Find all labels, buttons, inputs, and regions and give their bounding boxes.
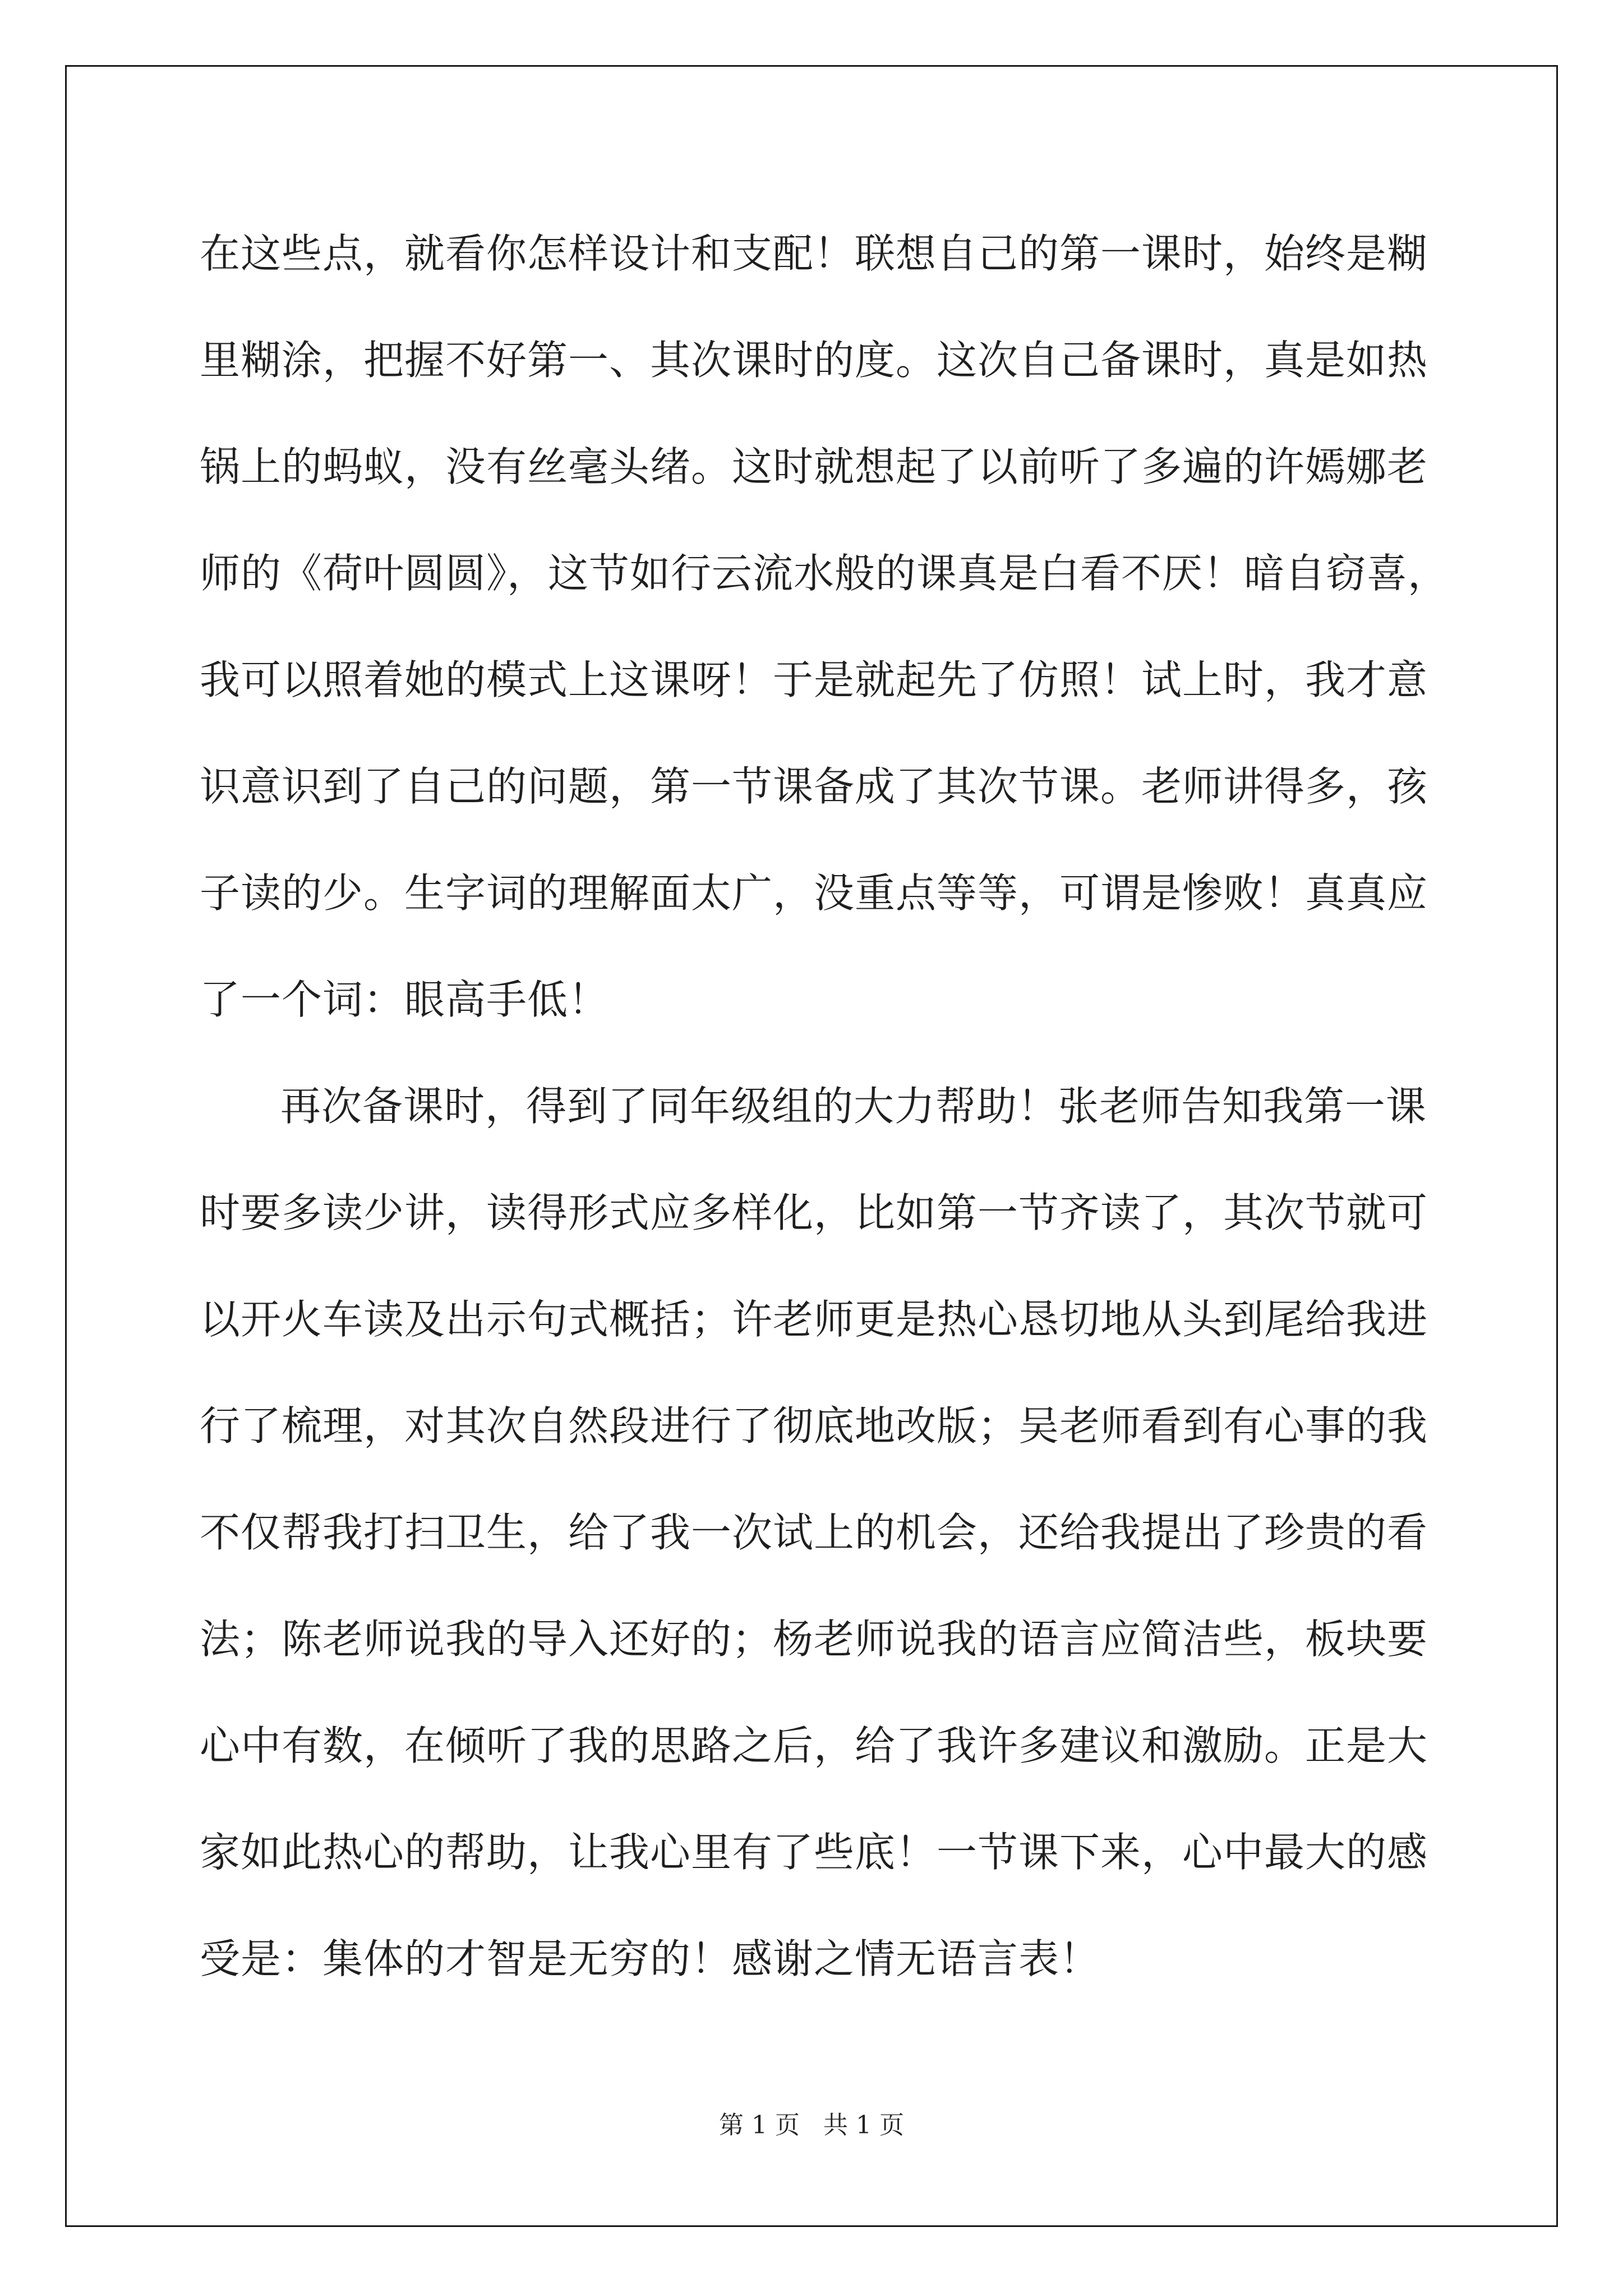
paragraph-first-line: 再次备课时，得到了同年级组的大力帮助！张老师告知我第一课 <box>280 1083 1427 1130</box>
text-line: 不仅帮我打扫卫生，给了我一次试上的机会，还给我提出了珍贵的看 <box>200 1509 1428 1556</box>
text-line: 以开火车读及出示句式概括；许老师更是热心恳切地从头到尾给我进 <box>200 1296 1428 1343</box>
page-total: 共 1 页 <box>823 2111 904 2139</box>
page-border <box>65 65 1558 2227</box>
text-line: 里糊涂，把握不好第一、其次课时的度。这次自己备课时，真是如热 <box>200 337 1428 384</box>
text-line: 师的《荷叶圆圆》，这节如行云流水般的课真是白看不厌！暗自窃喜， <box>200 550 1449 597</box>
text-line: 我可以照着她的模式上这课呀！于是就起先了仿照！试上时，我才意 <box>200 656 1428 703</box>
page-footer <box>0 2105 1623 2141</box>
text-line: 锅上的蚂蚁，没有丝毫头绪。这时就想起了以前听了多遍的许嫣娜老 <box>200 443 1428 490</box>
text-line: 在这些点，就看你怎样设计和支配！联想自己的第一课时，始终是糊 <box>200 230 1428 277</box>
text-line: 识意识到了自己的问题，第一节课备成了其次节课。老师讲得多，孩 <box>200 763 1428 810</box>
text-line: 时要多读少讲，读得形式应多样化，比如第一节齐读了，其次节就可 <box>200 1189 1428 1236</box>
text-line: 心中有数，在倾听了我的思路之后，给了我许多建议和激励。正是大 <box>200 1722 1428 1769</box>
text-line: 家如此热心的帮助，让我心里有了些底！一节课下来，心中最大的感 <box>200 1829 1428 1876</box>
text-line: 法；陈老师说我的导入还好的；杨老师说我的语言应简洁些，板块要 <box>200 1616 1428 1663</box>
text-line: 了一个词：眼高手低！ <box>200 976 610 1023</box>
page-number: 第 1 页 <box>719 2111 800 2139</box>
text-line: 受是：集体的才智是无穷的！感谢之情无语言表！ <box>200 1935 1101 1982</box>
text-line: 子读的少。生字词的理解面太广，没重点等等，可谓是惨败！真真应 <box>200 869 1428 917</box>
text-line: 行了梳理，对其次自然段进行了彻底地改版；吴老师看到有心事的我 <box>200 1402 1428 1450</box>
